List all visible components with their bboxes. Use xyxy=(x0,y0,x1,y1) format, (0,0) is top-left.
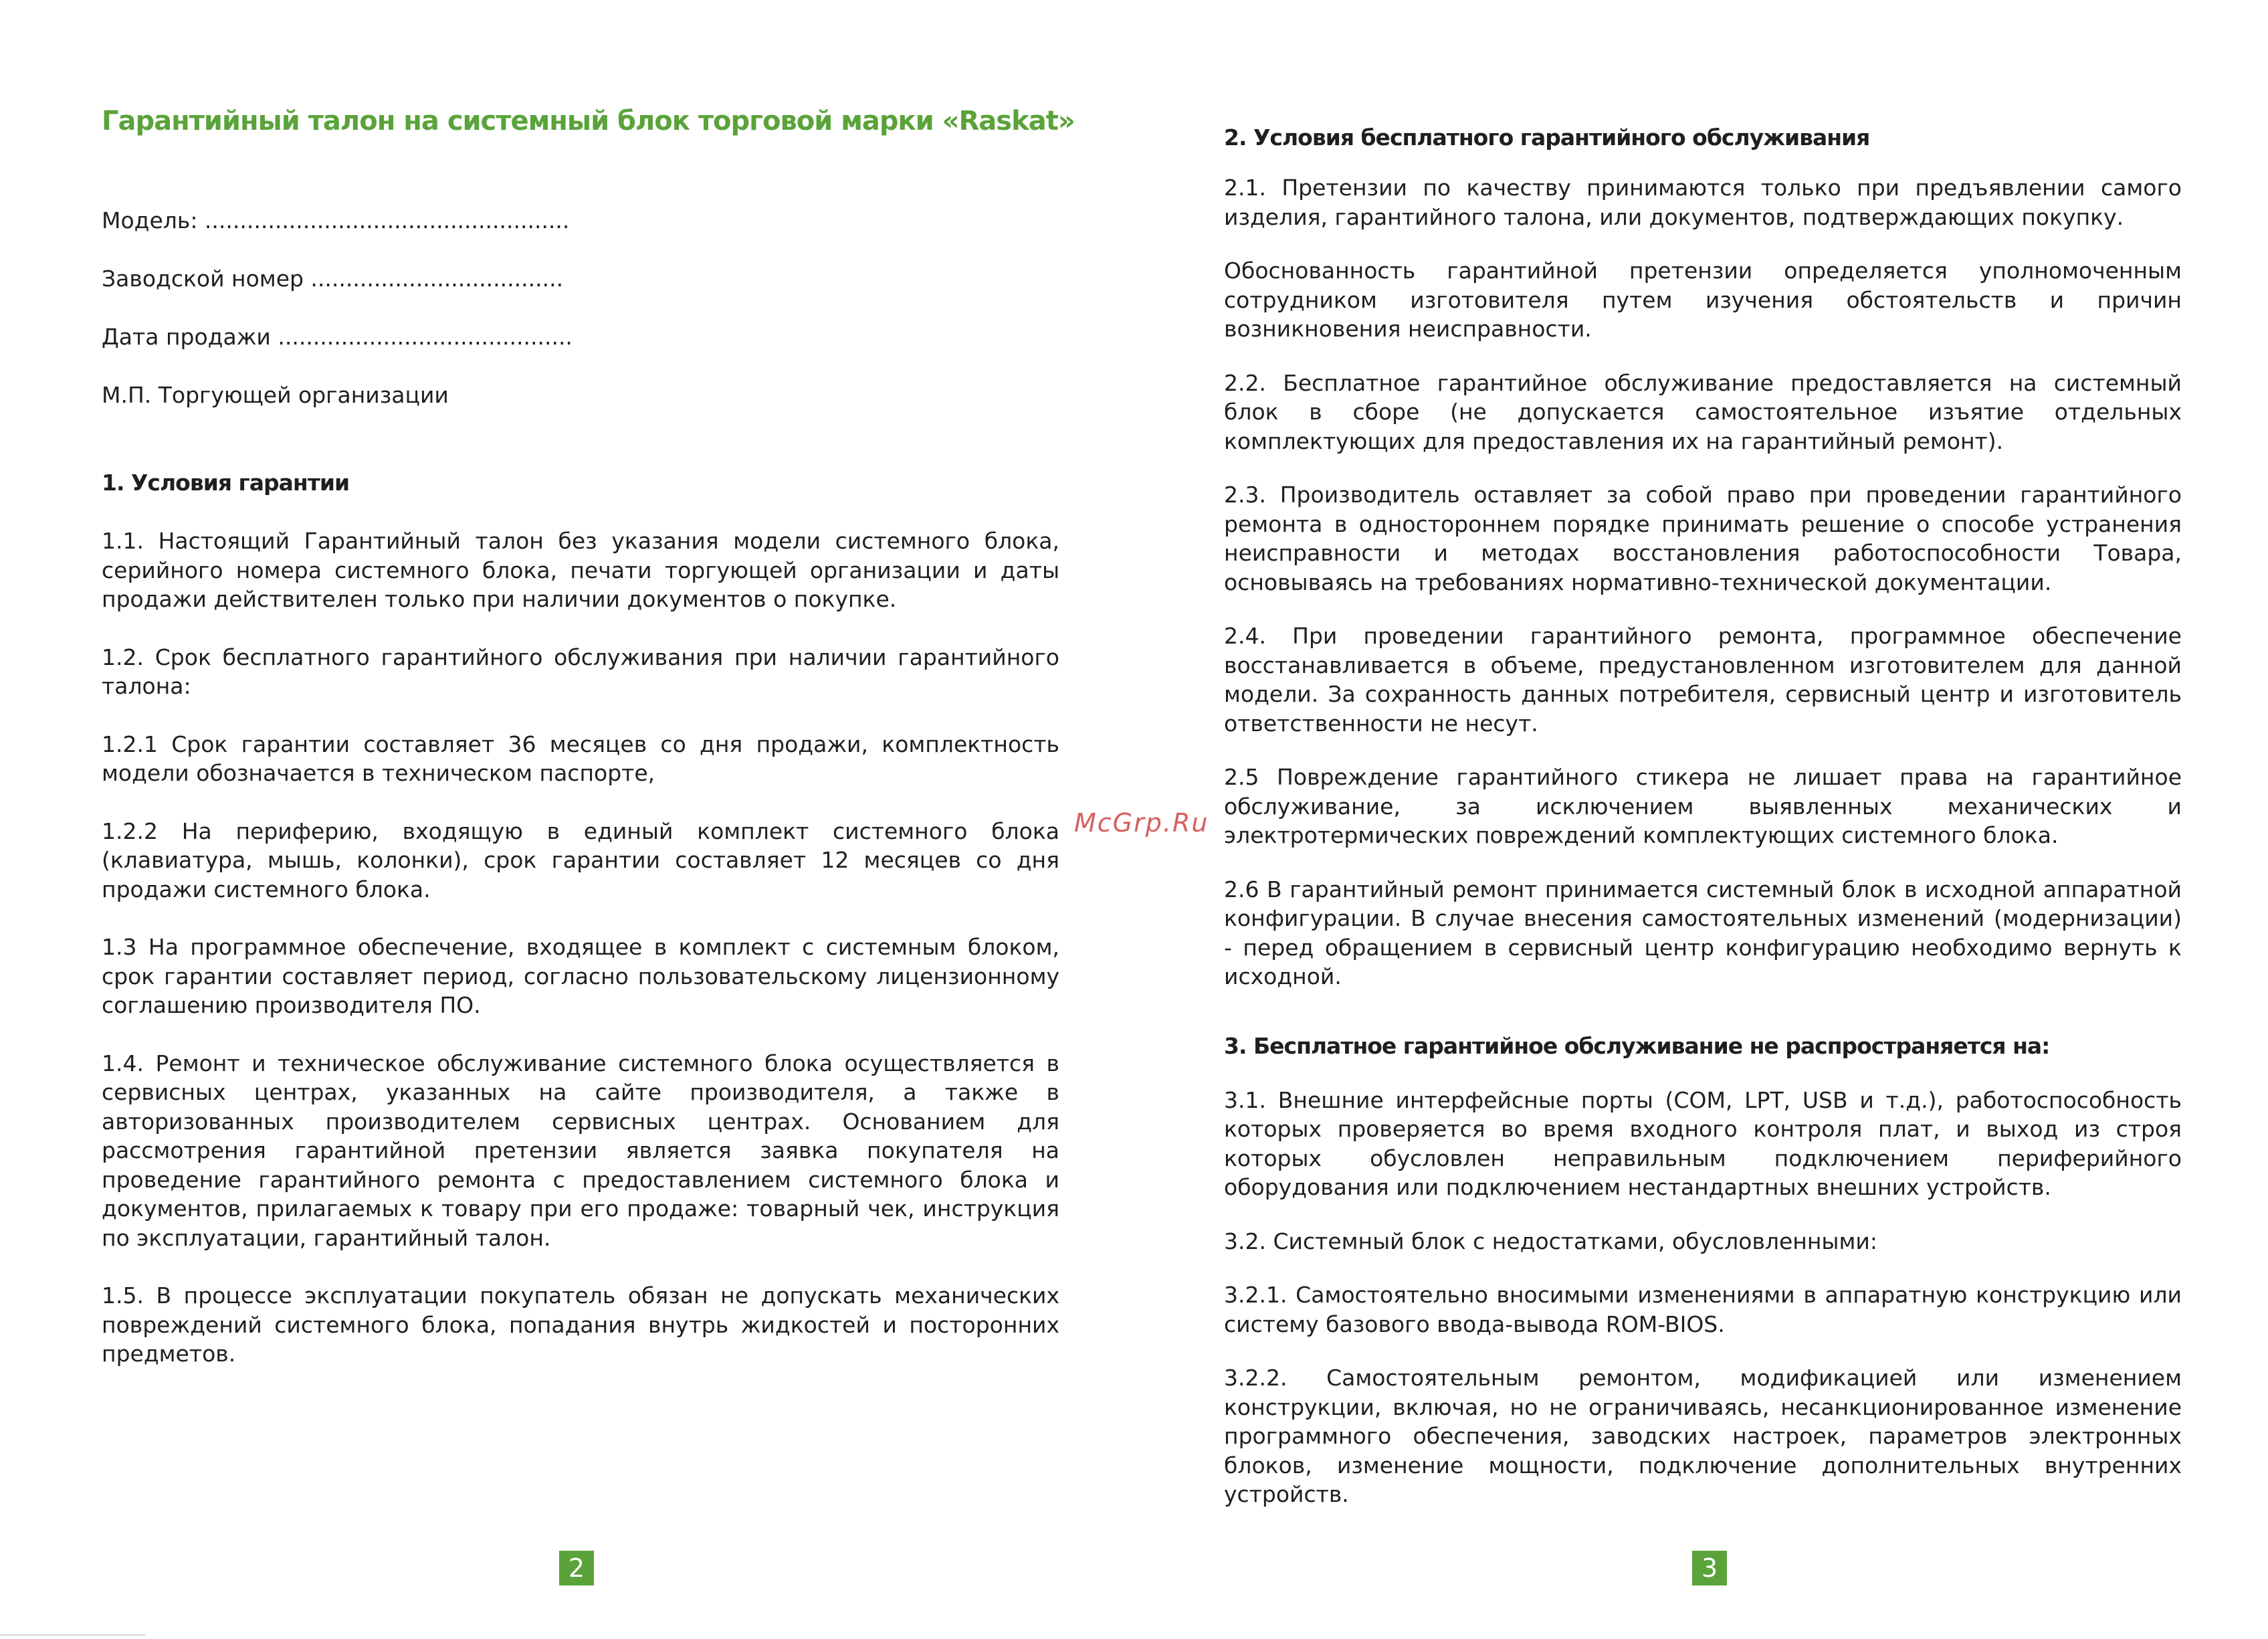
paragraph-3-2: 3.2. Системный блок с недостатками, обусловленными: xyxy=(1224,1228,1877,1254)
paragraph-2-3: 2.3. Производитель оставляет за собой право при проведении гарантийного ремонта в одностороннем порядке принимать решение о способе устранения неисправности и методах восстановления работоспособности Товара, основываясь на требованиях нормативно-технической документации. xyxy=(1224,482,2182,595)
paragraph-1-2-2: 1.2.2 На периферию, входящую в единый комплект системного блока (клавиатура, мышь, колонки), срок гарантии составляет 12 месяцев со дня продажи системного блока. xyxy=(102,817,1059,902)
sale-date-field: Дата продажи .......................................... xyxy=(102,324,573,350)
paragraph-2-6: 2.6 В гарантийный ремонт принимается системный блок в исходной аппаратной конфигурации. В случае внесения самостоятельных изменений (модернизации) - перед обращением в сервисный центр конфигурацию необходимо вернуть к исходной. xyxy=(1224,876,2182,989)
paragraph-3-2-2: 3.2.2. Самостоятельным ремонтом, модификацией или изменением конструкции, включая, но не ограничиваясь, несанкционированное изменение программного обеспечения, заводских настроек, параметров электронных блоков, изменение мощности, подключение дополнительных внутренних устройств. xyxy=(1224,1365,2182,1507)
page-number-3: 3 xyxy=(1692,1551,1727,1585)
section-2 xyxy=(1224,123,2182,1534)
section-3-heading: 3. Бесплатное гарантийное обслуживание не распространяется на: xyxy=(1224,1032,2050,1059)
paragraph-2-4: 2.4. При проведении гарантийного ремонта, программное обеспечение восстанавливается в объеме, предустановленном изготовителем для данной модели. За сохранность данных потребителя, сервисный центр и изготовитель ответственности не несут. xyxy=(1224,623,2182,737)
warranty-fields xyxy=(102,206,573,439)
paragraph-1-3: 1.3 На программное обеспечение, входящее в комплект с системным блоком, срок гарантии составляет период, согласно пользовательскому лицензионному соглашению производителя ПО. xyxy=(102,934,1059,1018)
paragraph-1-2-1: 1.2.1 Срок гарантии составляет 36 месяцев со дня продажи, комплектность модели обозначается в техническом паспорте, xyxy=(102,731,1059,786)
paragraph-1-5: 1.5. В процессе эксплуатации покупатель обязан не допускать механических повреждений системного блока, попадания внутрь жидкостей и посторонних предметов. xyxy=(102,1282,1059,1367)
serial-number-field: Заводской номер .................................... xyxy=(102,266,564,292)
paragraph-2-5: 2.5 Повреждение гарантийного стикера не лишает права на гарантийное обслуживание, за исключением выявленных механических и электротермических повреждений комплектующих системного блока. xyxy=(1224,764,2182,848)
paragraph-3-2-1: 3.2.1. Самостоятельно вносимыми изменениями в аппаратную конструкцию или систему базового ввода-вывода ROM-BIOS. xyxy=(1224,1282,2182,1337)
paragraph-1-1: 1.1. Настоящий Гарантийный талон без указания модели системного блока, серийного номера системного блока, печати торгующей организации и даты продажи действителен только при наличии документов о покупке. xyxy=(102,528,1059,612)
paragraph-2-2: 2.2. Бесплатное гарантийное обслуживание предоставляется на системный блок в сборе (не допускается самостоятельное изъятие отдельных комплектующих для предоставления их на гарантийный ремонт). xyxy=(1224,369,2182,454)
section-2-heading: 2. Условия бесплатного гарантийного обслуживания xyxy=(1224,124,1870,151)
model-field: Модель: .................................................... xyxy=(102,207,570,233)
paragraph-3-1: 3.1. Внешние интерфейсные порты (COM, LPT, USB и т.д.), работоспособность которых проверяется во время входного контроля плат, и выход из строя которых обусловлен неправильным подключением периферийного оборудования или подключением нестандартных внешних устройств. xyxy=(1224,1086,2182,1200)
paragraph-1-4: 1.4. Ремонт и техническое обслуживание системного блока осуществляется в сервисных центрах, указанных на сайте производителя, а также в авторизованных производителем сервисных центрах. Основанием для рассмотрения гарантийной претензии является заявка покупателя на проведение гарантийного ремонта с предоставлением системного блока и документов, прилагаемых к товару при его продаже: товарный чек, инструкция по эксплуатации, гарантийный талон. xyxy=(102,1050,1059,1251)
page-number-2: 2 xyxy=(559,1551,594,1585)
document-title: Гарантийный талон на системный блок торговой марки «Raskat» xyxy=(102,106,1075,136)
watermark: McGrp.Ru xyxy=(1074,808,1209,838)
paragraph-2-1b: Обоснованность гарантийной претензии определяется уполномоченным сотрудником изготовителя путем изучения обстоятельств и причин возникновения неисправности. xyxy=(1224,258,2182,342)
section-1-heading: 1. Условия гарантии xyxy=(102,470,350,496)
paragraph-2-1: 2.1. Претензии по качеству принимаются только при предъявлении самого изделия, гарантийного талона, или документов, подтверждающих покупку. xyxy=(1224,175,2182,230)
corner-divider xyxy=(0,1634,146,1636)
section-1 xyxy=(102,468,1059,1397)
paragraph-1-2: 1.2. Срок бесплатного гарантийного обслуживания при наличии гарантийного талона: xyxy=(102,644,1059,699)
stamp-field: М.П. Торгующей организации xyxy=(102,382,449,408)
